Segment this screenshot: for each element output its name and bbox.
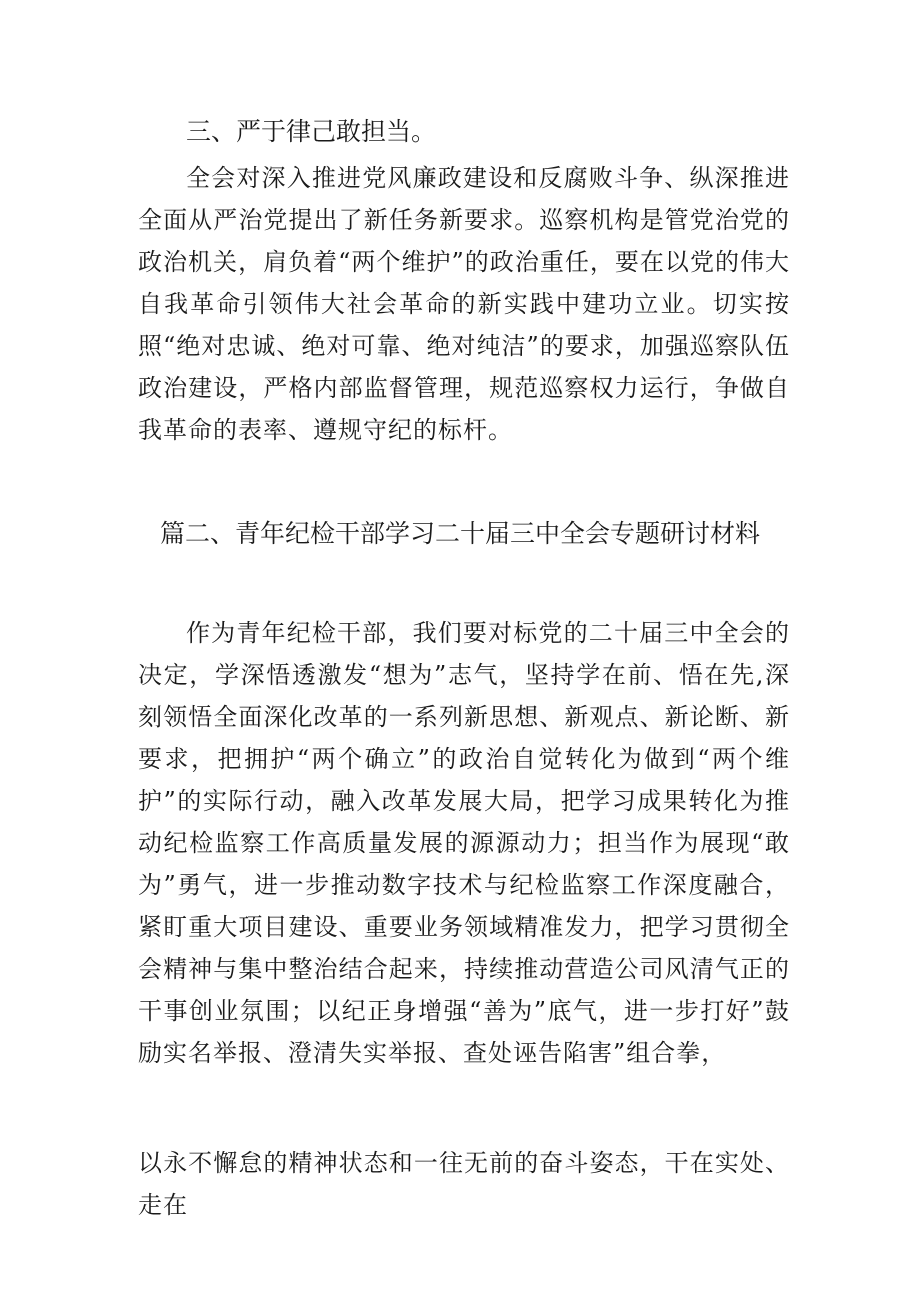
section-paragraph: 全会对深入推进党风廉政建设和反腐败斗争、纵深推进全面从严治党提出了新任务新要求。巡察机构是管党治党的政治机关，肩负着“两个维护”的政治重任，要在以党的伟大自我革命引领伟大社会革命的新实践中建功立业。切实按照“绝对忠诚、绝对可靠、绝对纯洁”的要求，加强巡察队伍政治建设，严格内部监督管理，规范巡察权力运行，争做自我革命的表率、遵规守纪的标杆。 [138,164,790,444]
section-heading: 三、严于律己敢担当。 [186,117,437,146]
article-paragraph: 作为青年纪检干部，我们要对标党的二十届三中全会的决定，学深悟透激发“想为”志气，坚持学在前、悟在先,深刻领悟全面深化改革的一系列新思想、新观点、新论断、新要求，把拥护“两个确立”的政治自觉转化为做到“两个维护”的实际行动，融入改革发展大局，把学习成果转化为推动纪检监察工作高质量发展的源源动力；担当作为展现“敢为”勇气，进一步推动数字技术与纪检监察工作深度融合，紧盯重大项目建设、重要业务领域精准发力，把学习贯彻全会精神与集中整治结合起来，持续推动营造公司风清气正的干事创业氛围；以纪正身增强“善为”底气，进一步打好”鼓励实名举报、澄清失实举报、查处诬告陷害”组合拳， [138,619,790,1067]
article-title: 篇二、青年纪检干部学习二十届三中全会专题研讨材料 [159,519,760,548]
article-paragraph-continued: 以永不懈怠的精神状态和一往无前的奋斗姿态，干在实处、走在 [138,1149,790,1219]
